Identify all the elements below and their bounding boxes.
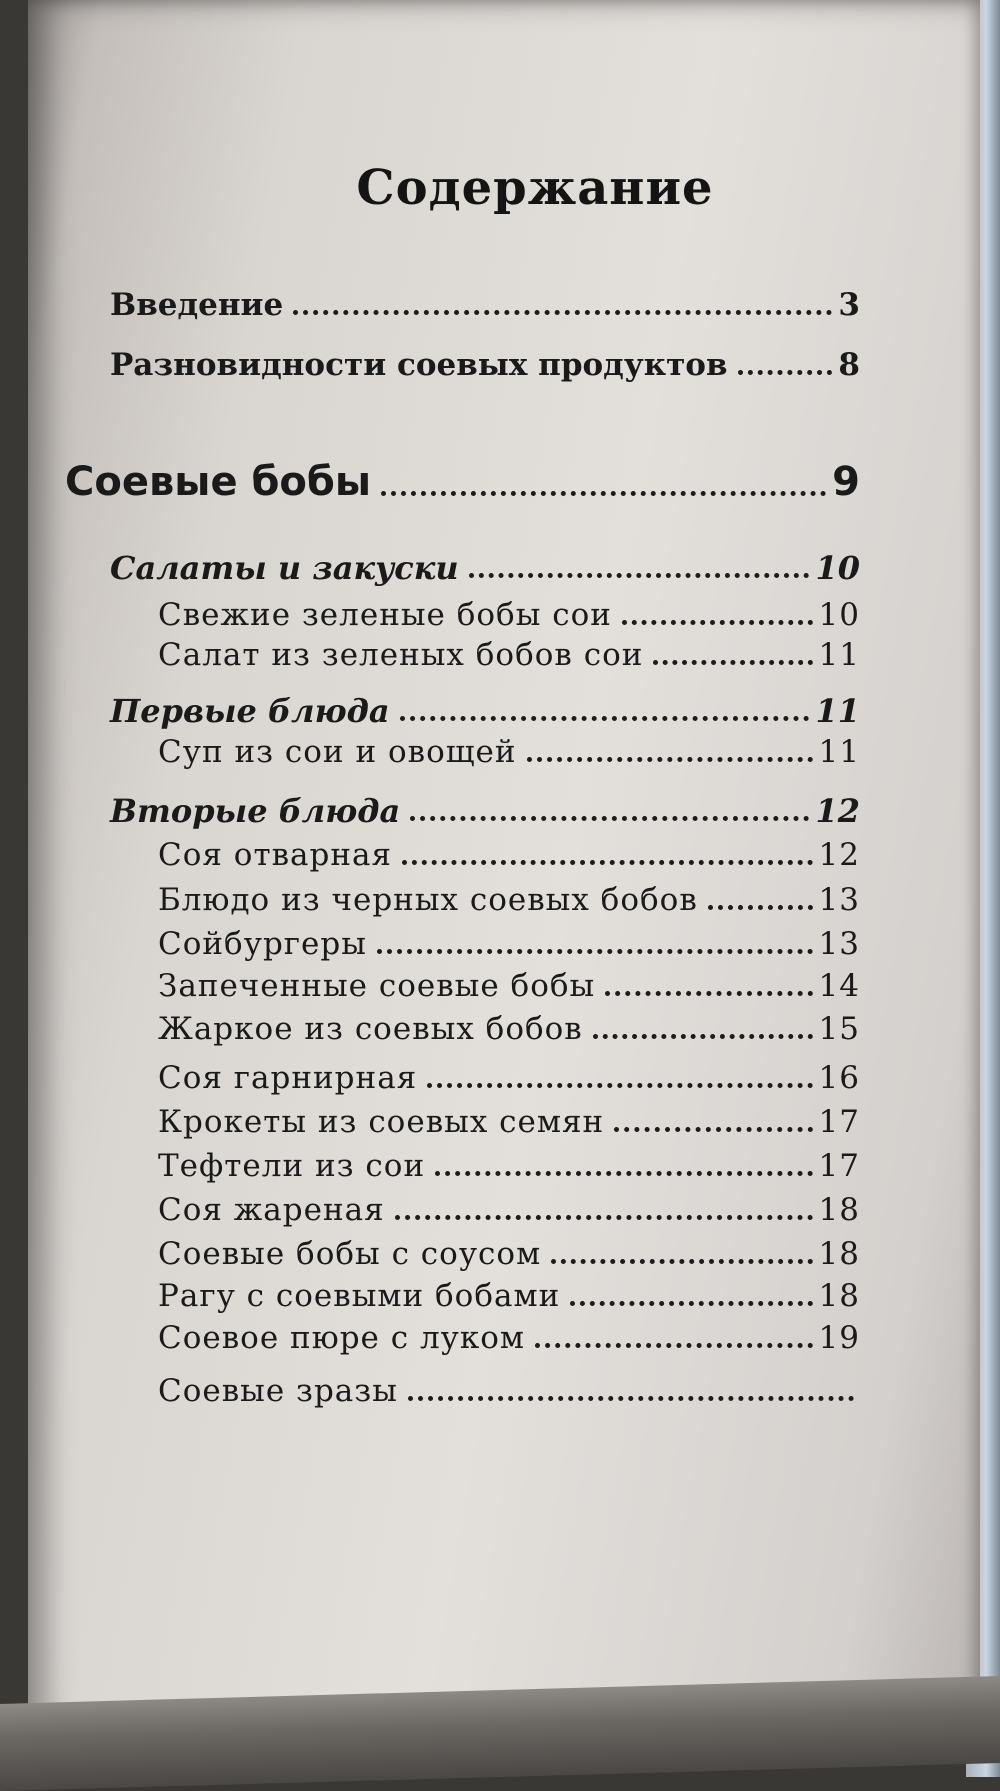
dot-leader: [395, 1215, 813, 1220]
toc-entry-page: 16: [818, 1060, 860, 1096]
dot-leader: [614, 1127, 812, 1132]
dot-leader: [653, 660, 812, 665]
toc-section-main-courses: [110, 792, 860, 830]
toc-item: [158, 1148, 860, 1184]
toc-entry-introduction: [110, 287, 860, 323]
toc-entry-label: Сойбургеры: [158, 926, 367, 962]
toc-entry-page: 18: [818, 1236, 860, 1272]
dot-leader: [377, 949, 813, 954]
toc-section-first-courses: [110, 692, 860, 730]
toc-entry-page: 9: [832, 459, 860, 505]
toc-item: [158, 1320, 860, 1356]
toc-entry-page: 14: [818, 968, 860, 1004]
toc-entry-page: 17: [818, 1104, 860, 1140]
toc-entry-page: 18: [818, 1192, 860, 1228]
toc-entry-label: Свежие зеленые бобы сои: [158, 597, 612, 633]
toc-entry-label: Разновидности соевых продуктов: [110, 347, 728, 383]
toc-entry-page: 8: [838, 347, 860, 383]
dot-leader: [738, 370, 833, 375]
dot-leader: [535, 1343, 813, 1348]
toc-item: [158, 597, 860, 633]
toc-entry-page: 13: [818, 926, 860, 962]
toc-item: [158, 1060, 860, 1096]
toc-entry-label: Первые блюда: [110, 692, 390, 730]
toc-entry-page: 11: [818, 734, 860, 770]
toc-entry-page: 19: [818, 1320, 860, 1356]
dot-leader: [527, 757, 813, 762]
page-title: Содержание: [356, 160, 714, 216]
dot-leader: [381, 491, 826, 496]
toc-item: [158, 1278, 860, 1314]
toc-entry-label: Суп из сои и овощей: [158, 734, 517, 770]
toc-entry-label: Рагу с соевыми бобами: [158, 1278, 561, 1314]
toc-section-salads: [110, 549, 860, 587]
dot-leader: [469, 573, 810, 578]
toc-item: [158, 882, 860, 918]
dot-leader: [551, 1259, 812, 1264]
toc-item: [158, 1011, 860, 1047]
toc-entry-label: Соя жареная: [158, 1192, 385, 1228]
dot-leader: [427, 1083, 812, 1088]
toc-entry-page: 3: [838, 287, 860, 323]
toc-item: [158, 637, 860, 673]
toc-entry-page: 15: [818, 1011, 860, 1047]
dot-leader: [402, 860, 812, 865]
toc-part-soybeans: [65, 459, 860, 505]
toc-entry-label: Запеченные соевые бобы: [158, 968, 596, 1004]
toc-entry-label: Соевые бобы с соусом: [158, 1236, 542, 1272]
toc-entry-label: Салат из зеленых бобов сои: [158, 637, 644, 673]
toc-item: [158, 1104, 860, 1140]
toc-entry-page: 11: [818, 637, 860, 673]
toc-entry-label: Соевые зразы: [158, 1373, 398, 1409]
toc-entry-label: Жаркое из соевых бобов: [158, 1011, 583, 1047]
dot-leader: [435, 1171, 812, 1176]
toc-entry-page: 12: [815, 792, 860, 830]
dot-leader: [293, 310, 832, 315]
toc-entry-label: Вторые блюда: [110, 792, 401, 830]
toc-item: [158, 1192, 860, 1228]
toc-entry-page: 18: [818, 1278, 860, 1314]
toc-item: [158, 968, 860, 1004]
toc-item: [158, 1373, 860, 1409]
dot-leader: [400, 716, 810, 721]
toc-item: [158, 926, 860, 962]
dot-leader: [622, 620, 813, 625]
toc-entry-page: 11: [815, 692, 860, 730]
toc-item: [158, 734, 860, 770]
toc-entry-page: 10: [818, 597, 860, 633]
toc-entry-label: Крокеты из соевых семян: [158, 1104, 605, 1140]
toc-entry-label: Блюдо из черных соевых бобов: [158, 882, 698, 918]
toc-entry-page: 10: [815, 549, 860, 587]
toc-entry-label: Соевые бобы: [65, 459, 372, 505]
dot-leader: [593, 1034, 813, 1039]
dot-leader: [605, 991, 812, 996]
dot-leader: [570, 1301, 812, 1306]
dot-leader: [708, 905, 813, 910]
toc-entry-label: Соя гарнирная: [158, 1060, 418, 1096]
toc-item: [158, 837, 860, 873]
toc-entry-label: Соя отварная: [158, 837, 393, 873]
dot-leader: [408, 1396, 854, 1401]
toc-entry-label: Введение: [110, 287, 284, 323]
toc-item: [158, 1236, 860, 1272]
toc-entry-label: Салаты и закуски: [110, 549, 459, 587]
toc-entry-page: 12: [818, 837, 860, 873]
toc-entry-page: 17: [818, 1148, 860, 1184]
toc-entry-product-types: [110, 347, 860, 383]
dot-leader: [410, 816, 809, 821]
toc-entry-page: 13: [818, 882, 860, 918]
toc-entry-label: Соевое пюре с луком: [158, 1320, 526, 1356]
toc-entry-label: Тефтели из сои: [158, 1148, 426, 1184]
